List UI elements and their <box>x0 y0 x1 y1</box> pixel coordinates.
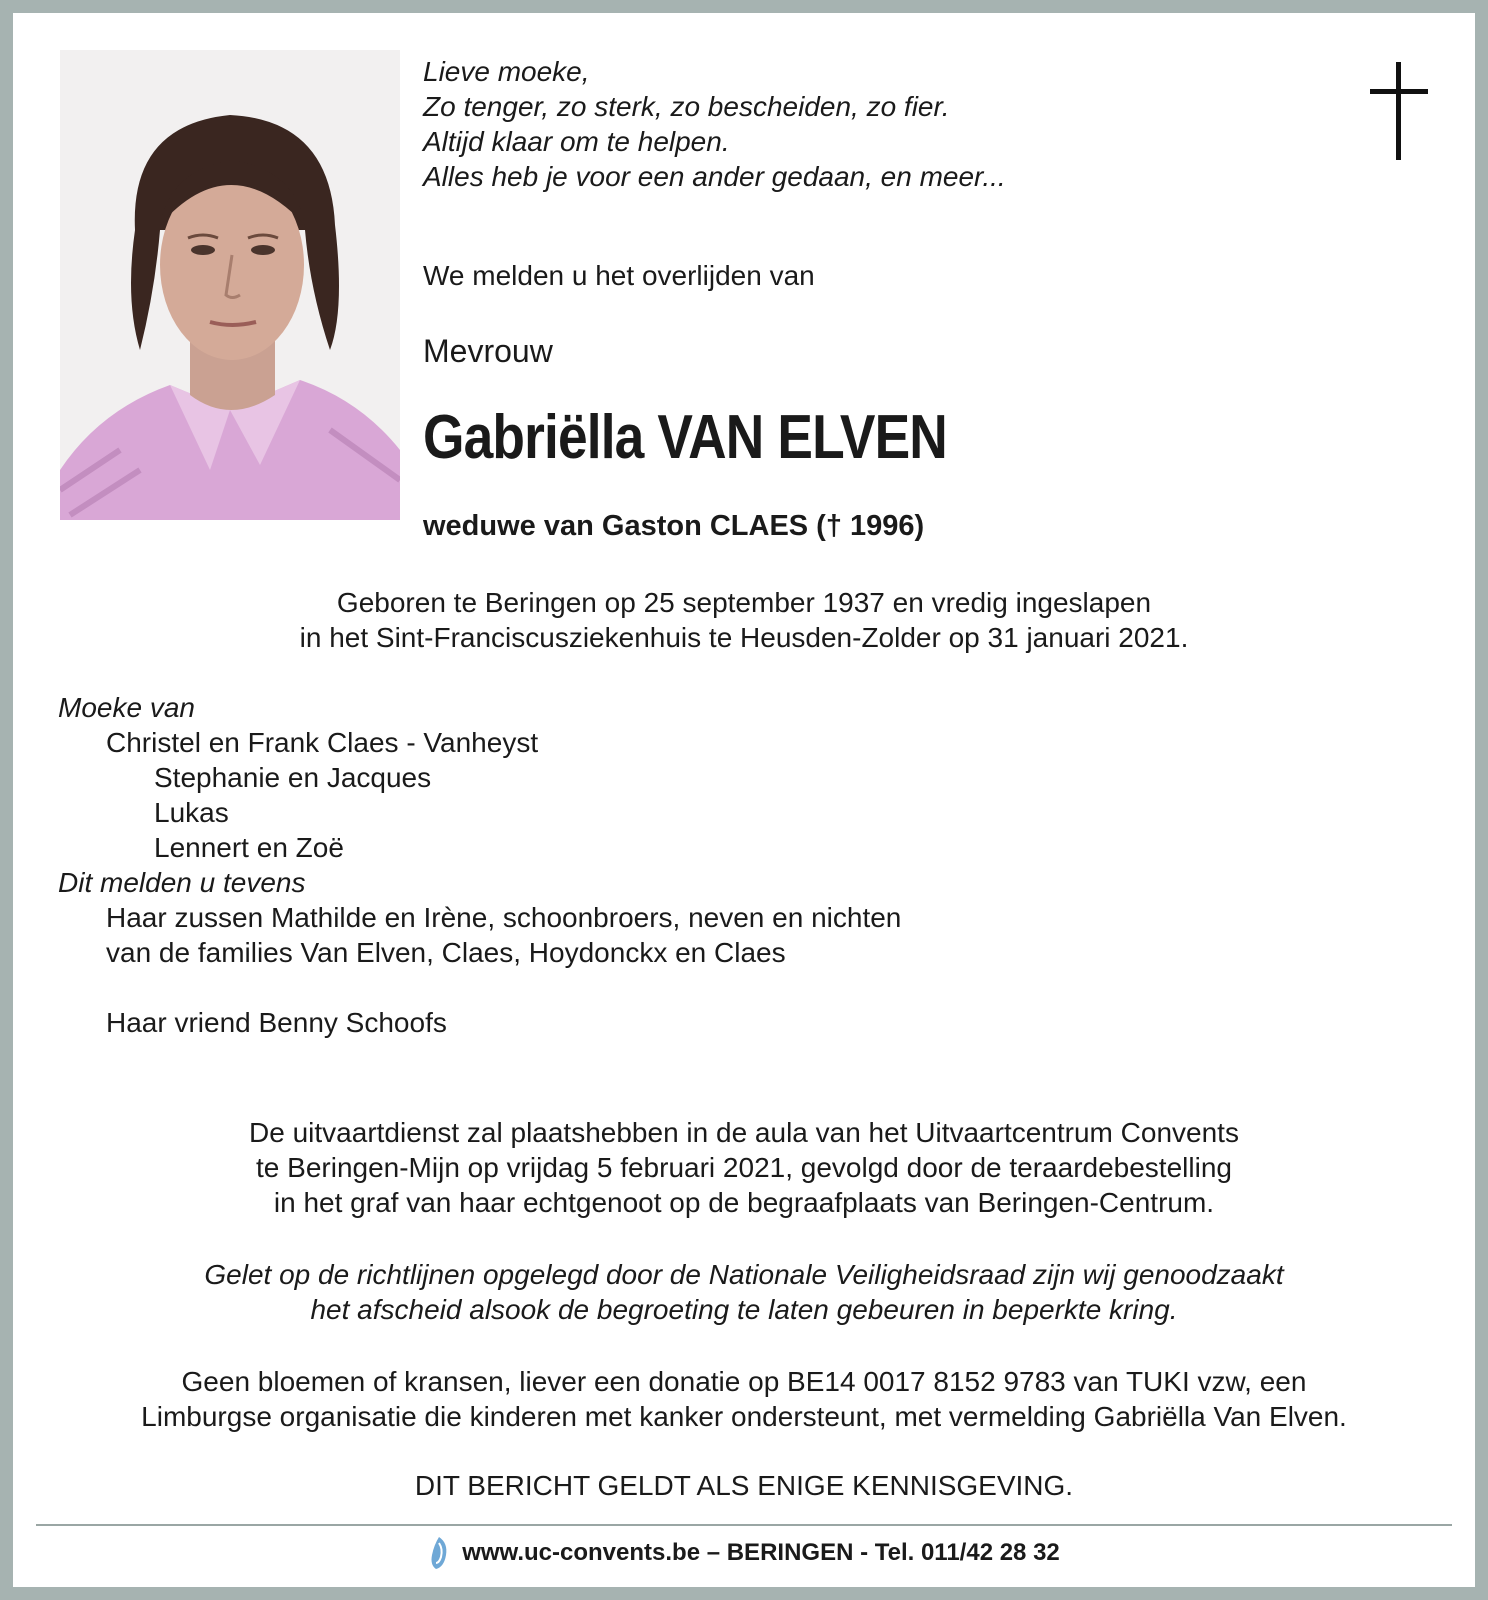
birth-death-line: in het Sint-Franciscusziekenhuis te Heusden-Zolder op 31 januari 2021. <box>299 622 1189 653</box>
footer-contact: www.uc-convents.be – BERINGEN - Tel. 011/42 28 32 <box>462 1539 1060 1566</box>
poem-line: Zo tenger, zo sterk, zo bescheiden, zo fier. <box>423 91 950 122</box>
birth-death-line: Geboren te Beringen op 25 september 1937 en vredig ingeslapen <box>336 587 1152 618</box>
deceased-name: Gabriëlla VAN ELVEN <box>423 403 947 472</box>
portrait-photo <box>60 50 400 520</box>
honorific: Mevrouw <box>423 333 553 369</box>
family-list <box>58 690 901 1040</box>
footer <box>0 1530 1488 1576</box>
covid-note <box>0 1257 1488 1327</box>
footer-divider <box>36 1524 1452 1526</box>
grandchild-entry: Stephanie en Jacques <box>154 762 432 793</box>
grandchild-entry: Lukas <box>154 797 229 828</box>
poem-line: Lieve moeke, <box>423 56 590 87</box>
widow-of: weduwe van Gaston CLAES († 1996) <box>423 510 925 542</box>
also-heading: Dit melden u tevens <box>58 867 306 898</box>
flowers-line: Limburgse organisatie die kinderen met kanker ondersteunt, met vermelding Gabriëlla Van Elven. <box>141 1401 1347 1432</box>
mother-of-heading: Moeke van <box>58 692 195 723</box>
funeral-line: te Beringen-Mijn op vrijdag 5 februari 2021, gevolgd door de teraardebestelling <box>256 1152 1232 1183</box>
cross-icon <box>1370 62 1430 160</box>
funeral-home-logo-icon <box>428 1535 450 1571</box>
poem <box>423 54 1006 194</box>
birth-death-text <box>0 585 1488 655</box>
funeral-details <box>0 1115 1488 1220</box>
covid-note-line: het afscheid alsook de begroeting te laten gebeuren in beperkte kring. <box>310 1294 1178 1325</box>
also-entry: van de families Van Elven, Claes, Hoydonckx en Claes <box>106 937 786 968</box>
also-entry: Haar zussen Mathilde en Irène, schoonbroers, neven en nichten <box>106 902 902 933</box>
flowers-donation <box>0 1364 1488 1434</box>
poem-line: Alles heb je voor een ander gedaan, en meer... <box>423 161 1006 192</box>
friend-entry: Haar vriend Benny Schoofs <box>106 1007 447 1038</box>
notice-text: DIT BERICHT GELDT ALS ENIGE KENNISGEVING. <box>414 1470 1074 1501</box>
flowers-line: Geen bloemen of kransen, liever een donatie op BE14 0017 8152 9783 van TUKI vzw, een <box>181 1366 1307 1397</box>
covid-note-line: Gelet op de richtlijnen opgelegd door de Nationale Veiligheidsraad zijn wij genoodzaakt <box>204 1259 1284 1290</box>
grandchild-entry: Lennert en Zoë <box>154 832 344 863</box>
poem-line: Altijd klaar om te helpen. <box>423 126 730 157</box>
announcement: We melden u het overlijden van <box>423 260 815 291</box>
child-entry: Christel en Frank Claes - Vanheyst <box>106 727 539 758</box>
funeral-line: in het graf van haar echtgenoot op de begraafplaats van Beringen-Centrum. <box>273 1187 1215 1218</box>
funeral-line: De uitvaartdienst zal plaatshebben in de aula van het Uitvaartcentrum Convents <box>249 1117 1239 1148</box>
